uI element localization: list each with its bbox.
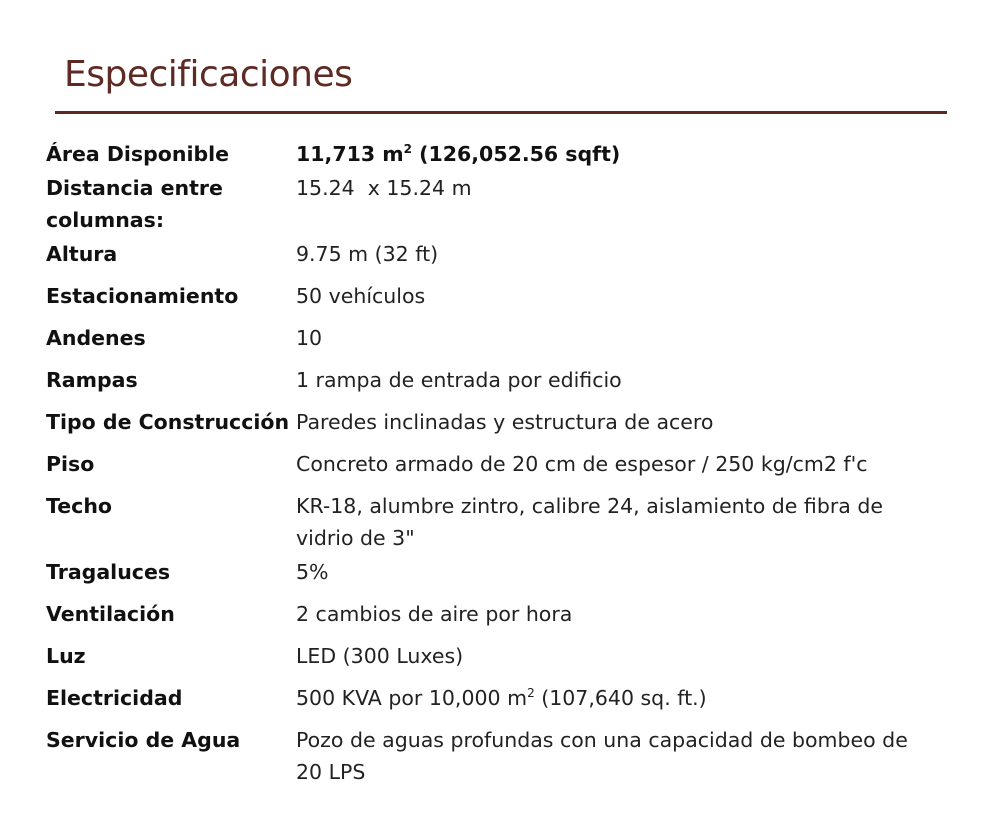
spec-row-height [46, 238, 946, 270]
spec-row-electricity [46, 682, 946, 714]
spec-label: Luz [46, 644, 86, 668]
spec-row-parking [46, 280, 946, 312]
spec-value: Pozo de aguas profundas con una capacidad de bombeo de 20 LPS [296, 728, 908, 784]
spec-row-floor [46, 448, 946, 480]
spec-value: 50 vehículos [296, 284, 426, 308]
superscript: 2 [403, 142, 412, 157]
spec-row-ramps [46, 364, 946, 396]
spec-row-construction-type [46, 406, 946, 438]
spec-value: 10 [296, 326, 323, 350]
spec-value: Paredes inclinadas y estructura de acero [296, 410, 714, 434]
spec-label: Estacionamiento [46, 284, 239, 308]
spec-value: 11,713 $m^2$ (126,052.56 sqft) [296, 142, 621, 166]
spec-label: Distancia entre columnas: [46, 176, 223, 232]
spec-label: Ventilación [46, 602, 175, 626]
page-title: Especificaciones [64, 54, 353, 95]
spec-value: LED (300 Luxes) [296, 644, 464, 668]
spec-value: 9.75 m (32 ft) [296, 242, 439, 266]
spec-label: Piso [46, 452, 95, 476]
spec-label: Tragaluces [46, 560, 171, 584]
spec-row-skylights [46, 556, 946, 588]
spec-label: Rampas [46, 368, 138, 392]
spec-label: Techo [46, 494, 112, 518]
spec-value: 1 rampa de entrada por edificio [296, 368, 622, 392]
spec-value: 15.24 x 15.24 m [296, 176, 472, 200]
specifications-table [46, 138, 946, 788]
spec-row-column-spacing [46, 172, 946, 236]
spec-value: 500 KVA por 10,000 $m^2$ (107,640 sq. ft.) [296, 686, 707, 710]
spec-label: Andenes [46, 326, 146, 350]
superscript: 2 [527, 686, 535, 701]
spec-row-area [46, 138, 946, 170]
spec-value: 5% [296, 560, 329, 584]
spec-label: Tipo de Construcción [46, 410, 290, 434]
spec-label: Área Disponible [46, 142, 230, 166]
spec-row-roof [46, 490, 946, 554]
spec-row-water-service [46, 724, 946, 788]
spec-label: Altura [46, 242, 118, 266]
spec-label: Servicio de Agua [46, 728, 241, 752]
spec-value: 2 cambios de aire por hora [296, 602, 573, 626]
spec-value: Concreto armado de 20 cm de espesor / 250 kg/cm2 f'c [296, 452, 868, 476]
spec-row-docks [46, 322, 946, 354]
spec-value: KR-18, alumbre zintro, calibre 24, aislamiento de fibra de vidrio de 3" [296, 494, 883, 550]
title-divider [55, 111, 947, 114]
spec-row-lighting [46, 640, 946, 672]
spec-row-ventilation [46, 598, 946, 630]
spec-label: Electricidad [46, 686, 183, 710]
